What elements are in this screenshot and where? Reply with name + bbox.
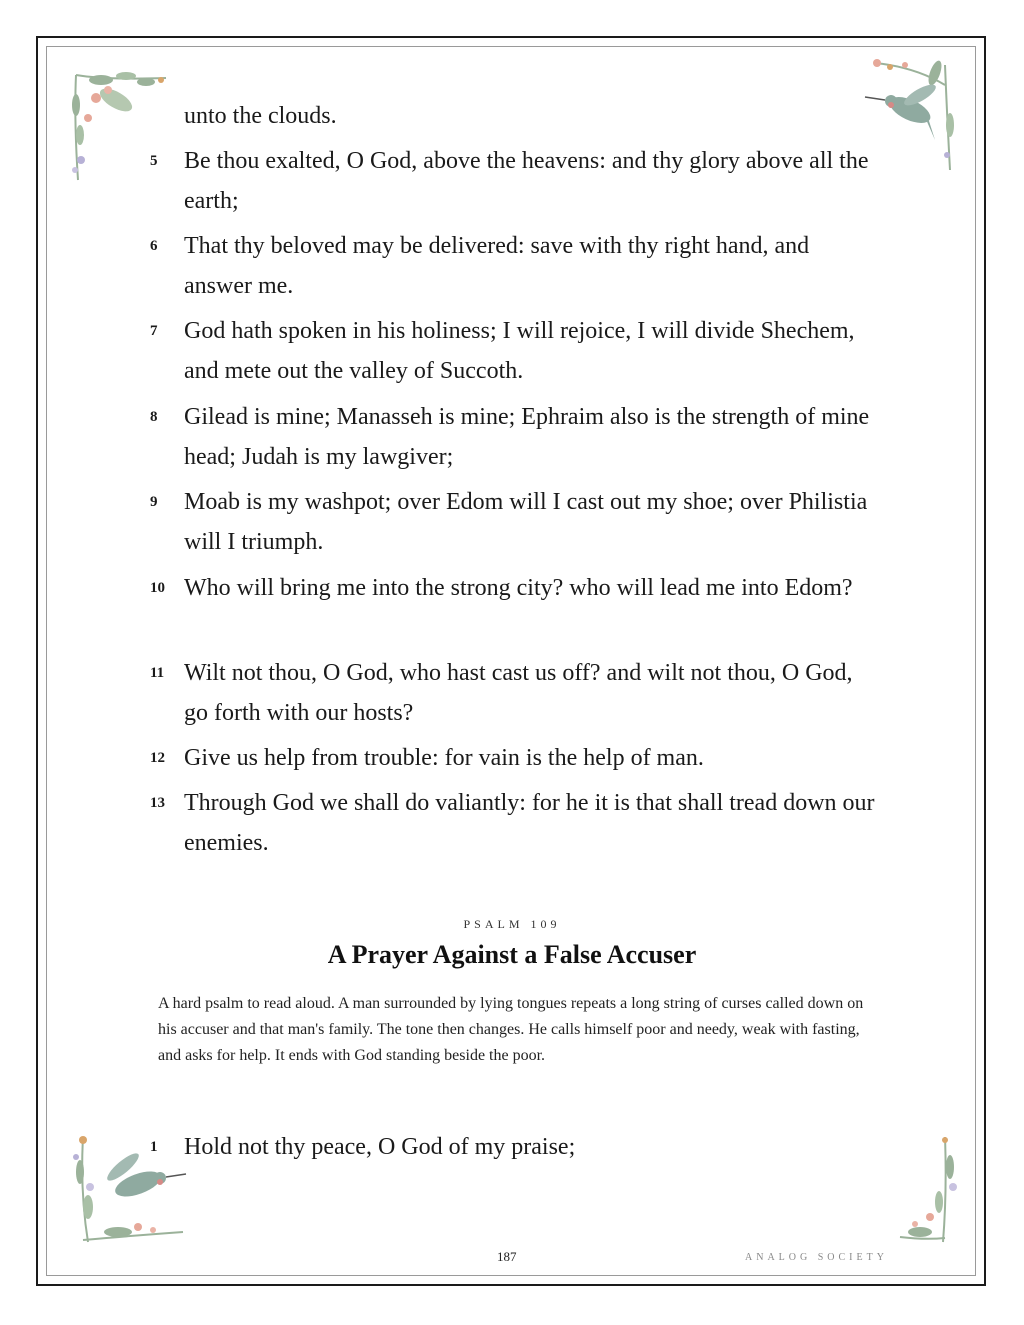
footer-brand: ANALOG SOCIETY	[745, 1252, 888, 1263]
verse-number: 9	[150, 494, 158, 510]
verse-text: Be thou exalted, O God, above the heavens: and thy glory above all the earth;	[184, 148, 869, 214]
page-number: 187	[497, 1249, 517, 1264]
verse-number: 1	[150, 1139, 158, 1155]
verse-text: unto the clouds.	[184, 103, 337, 129]
verse-7	[150, 311, 880, 391]
verse-10	[150, 568, 880, 608]
verse-1	[150, 1127, 880, 1167]
verse-9	[150, 482, 880, 562]
verse-text: That thy beloved may be delivered: save with thy right hand, and answer me.	[184, 233, 810, 299]
verse-8	[150, 397, 880, 477]
psalm-label: PSALM 109	[463, 917, 561, 931]
verse-text: Give us help from trouble: for vain is the help of man.	[184, 745, 704, 771]
verse-number: 6	[150, 238, 158, 254]
verse-number: 11	[150, 665, 165, 681]
floral-corner-bottom-right-icon	[895, 1132, 965, 1247]
verse-text: God hath spoken in his holiness; I will rejoice, I will divide Shechem, and mete out the valley of Succoth.	[184, 318, 855, 384]
verse-text: Hold not thy peace, O God of my praise;	[184, 1134, 576, 1160]
verse-number: 10	[150, 580, 165, 596]
verse-text: Gilead is mine; Manasseh is mine; Ephraim also is the strength of mine head; Judah is my lawgiver;	[184, 404, 870, 470]
verse-number: 13	[150, 795, 165, 811]
verse-number: 7	[150, 323, 158, 339]
verse-12	[150, 738, 880, 778]
psalm-intro: A hard psalm to read aloud. A man surrounded by lying tongues repeats a long string of curses called down on his accuser and that man's family. The tone then changes. He calls himself poor and needy, weak with fasting, and asks for help. It ends with God standing beside the poor.	[158, 995, 864, 1064]
verse-13	[150, 783, 880, 863]
verse-number: 5	[150, 153, 158, 169]
psalm-title: A Prayer Against a False Accuser	[327, 940, 697, 969]
verse-text: Who will bring me into the strong city? who will lead me into Edom?	[184, 575, 853, 601]
verse-text: Through God we shall do valiantly: for he it is that shall tread down our enemies.	[184, 790, 875, 856]
verse-number: 12	[150, 750, 165, 766]
verse-number: 8	[150, 409, 158, 425]
verse-5	[150, 141, 880, 221]
verse-6	[150, 226, 880, 306]
verse-text: Moab is my washpot; over Edom will I cast out my shoe; over Philistia will I triumph.	[184, 489, 868, 555]
verse-11	[150, 653, 880, 733]
verse-text: Wilt not thou, O God, who hast cast us off? and wilt not thou, O God, go forth with our hosts?	[184, 660, 853, 726]
verse-continuation	[150, 96, 880, 136]
